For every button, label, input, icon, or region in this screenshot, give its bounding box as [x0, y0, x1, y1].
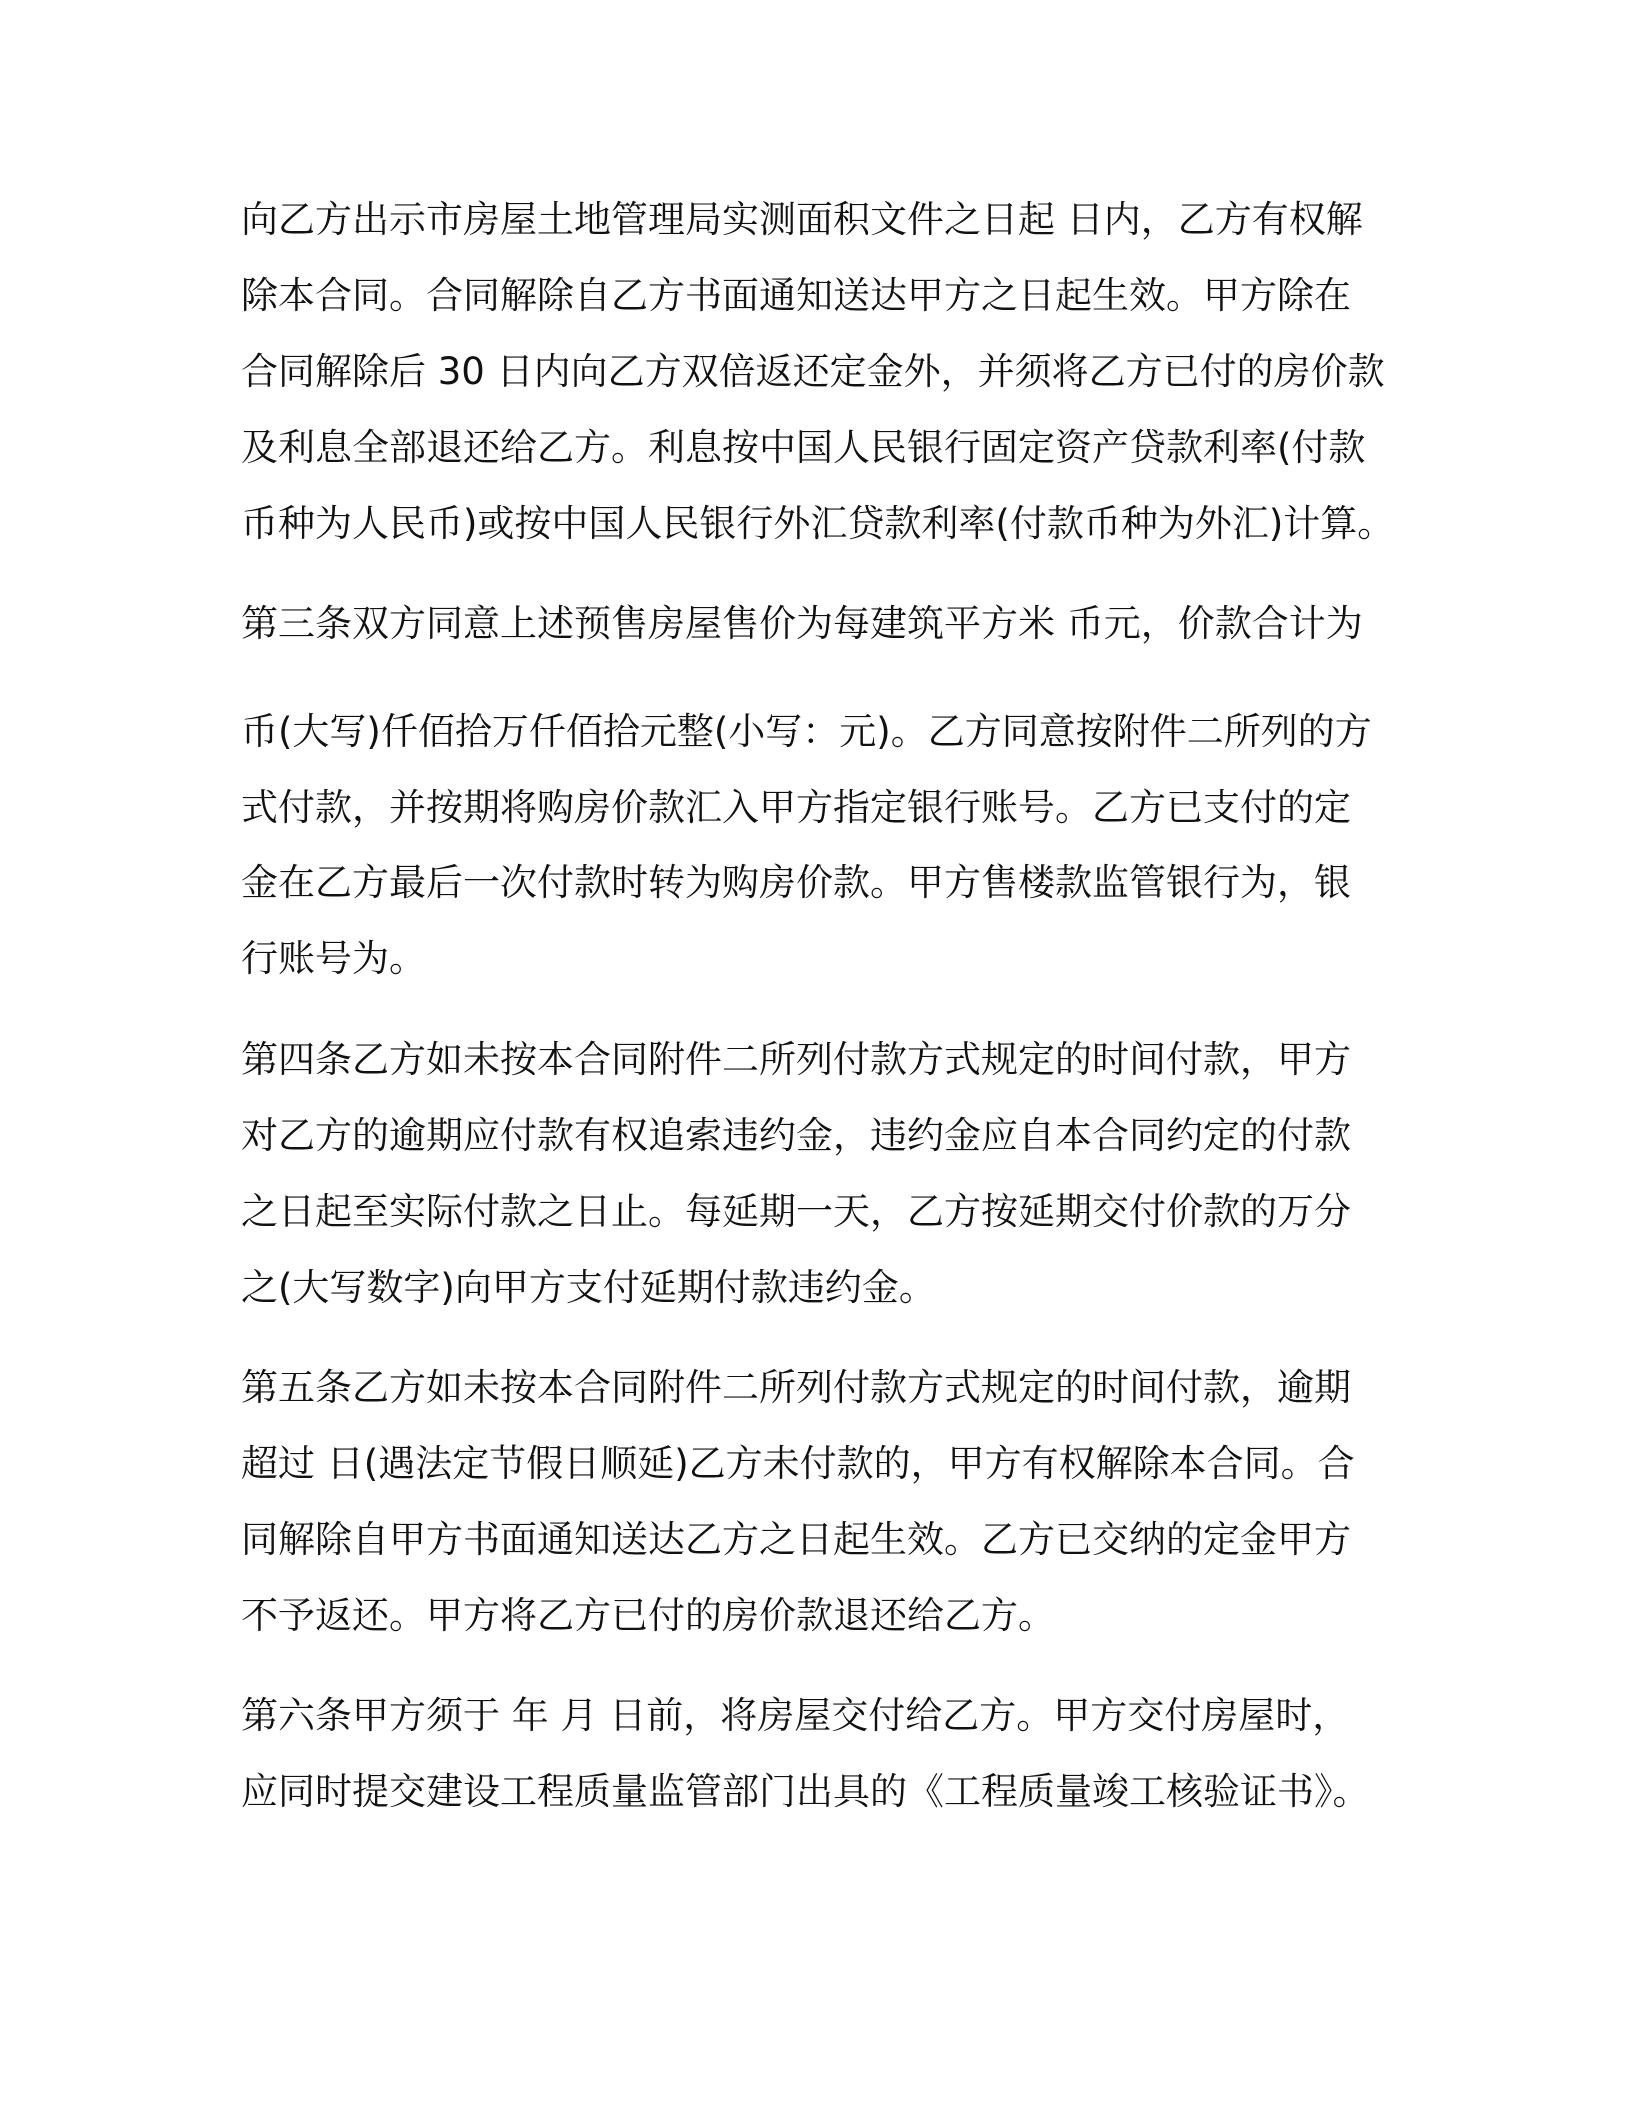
paragraph-3-line-2: 式付款，并按期将购房价款汇入甲方指定银行账号。乙方已支付的定	[241, 786, 1351, 829]
paragraph-2-line-1: 第三条双方同意上述预售房屋售价为每建筑平方米 币元，价款合计为	[241, 602, 1363, 645]
paragraph-1-line-3: 合同解除后 30 日内向乙方双倍返还定金外，并须将乙方已付的房价款	[241, 350, 1385, 393]
paragraph-4-line-2: 对乙方的逾期应付款有权追索违约金，违约金应自本合同约定的付款	[241, 1114, 1351, 1157]
paragraph-1-line-4: 及利息全部退还给乙方。利息按中国人民银行固定资产贷款利率(付款	[241, 426, 1366, 469]
paragraph-3-line-3: 金在乙方最后一次付款时转为购房价款。甲方售楼款监管银行为，银	[241, 861, 1351, 904]
paragraph-5-line-4: 不予返还。甲方将乙方已付的房价款退还给乙方。	[241, 1594, 1055, 1637]
paragraph-1-line-5: 币种为人民币)或按中国人民银行外汇贷款利率(付款币种为外汇)计算。	[241, 502, 1395, 545]
paragraph-4-line-1: 第四条乙方如未按本合同附件二所列付款方式规定的时间付款，甲方	[241, 1038, 1351, 1081]
paragraph-5-line-1: 第五条乙方如未按本合同附件二所列付款方式规定的时间付款，逾期	[241, 1366, 1351, 1409]
paragraph-6-line-2: 应同时提交建设工程质量监管部门出具的《工程质量竣工核验证书》。	[241, 1770, 1370, 1813]
paragraph-4-line-3: 之日起至实际付款之日止。每延期一天，乙方按延期交付价款的万分	[241, 1190, 1351, 1233]
paragraph-4-line-4: 之(大写数字)向甲方支付延期付款违约金。	[241, 1266, 936, 1309]
paragraph-5-line-2: 超过 日(遇法定节假日顺延)乙方未付款的，甲方有权解除本合同。合	[241, 1442, 1355, 1485]
paragraph-1-line-2: 除本合同。合同解除自乙方书面通知送达甲方之日起生效。甲方除在	[241, 274, 1351, 317]
paragraph-3-line-1: 币(大写)仟佰拾万仟佰拾元整(小写：元)。乙方同意按附件二所列的方	[241, 710, 1372, 753]
paragraph-1-line-1: 向乙方出示市房屋土地管理局实测面积文件之日起 日内，乙方有权解	[241, 198, 1363, 241]
paragraph-5-line-3: 同解除自甲方书面通知送达乙方之日起生效。乙方已交纳的定金甲方	[241, 1518, 1351, 1561]
paragraph-3-line-4: 行账号为。	[241, 937, 426, 980]
paragraph-6-line-1: 第六条甲方须于 年 月 日前，将房屋交付给乙方。甲方交付房屋时，	[241, 1694, 1350, 1737]
